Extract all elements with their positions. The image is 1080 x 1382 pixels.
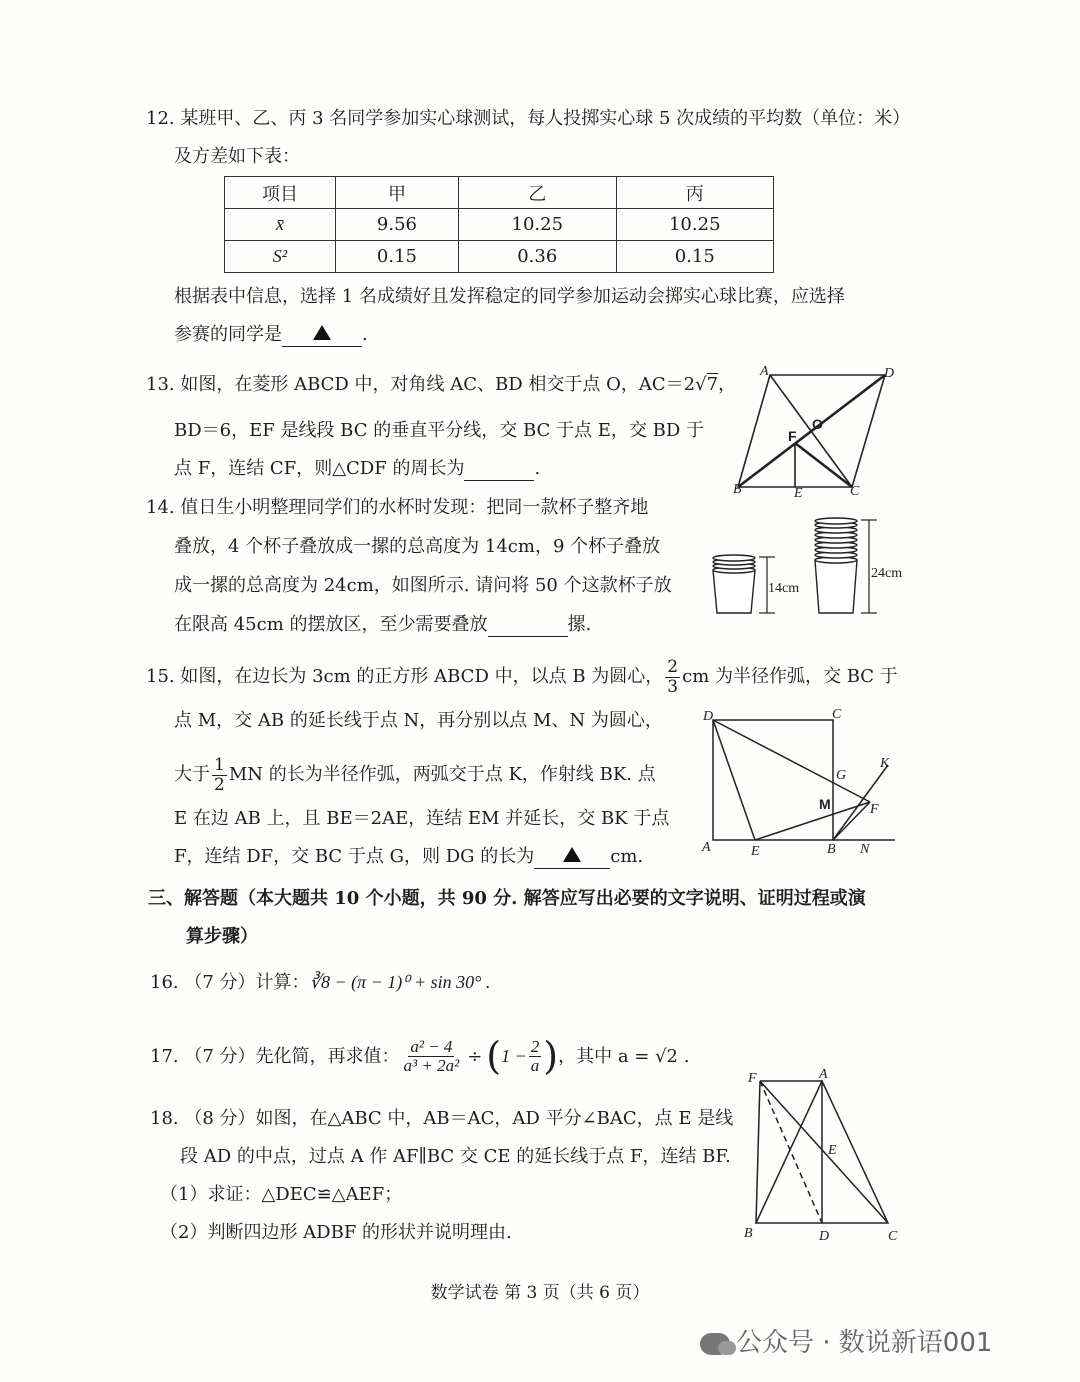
label-d: D <box>703 709 714 724</box>
segment-ef <box>755 802 870 840</box>
section-title-cont: 算步骤） <box>186 926 258 947</box>
cup-rim <box>713 555 755 561</box>
answer-blank <box>464 458 534 481</box>
table-row <box>225 209 774 241</box>
label-g: G <box>836 768 847 783</box>
label-b: B <box>744 1226 753 1241</box>
q14-line4-text: 在限高 45cm 的摆放区，至少需要叠放 <box>174 614 488 635</box>
q13-line1-end: ， <box>718 374 737 395</box>
segment-df <box>713 720 870 802</box>
table-header-row <box>225 177 774 209</box>
q13-line1 <box>146 374 736 396</box>
square-figure <box>700 705 905 860</box>
answer-blank <box>534 846 610 869</box>
table-cell: 0.15 <box>616 241 774 273</box>
q13-line3-end: . <box>534 458 541 479</box>
q18-line1: 18. （8 分）如图，在△ABC 中，AB＝AC，AD 平分∠BAC，点 E 是线 <box>150 1108 734 1129</box>
q12-line4-end: . <box>362 324 368 345</box>
watermark-text: 公众号 · 数说新语001 <box>736 1328 993 1358</box>
q15-line5 <box>174 846 643 869</box>
frac-den: 2 <box>214 774 225 795</box>
label-e: E <box>828 1143 837 1158</box>
label-k: K <box>880 756 890 771</box>
table-cell: 0.15 <box>335 241 458 273</box>
frac-num: a² − 4 <box>410 1036 453 1056</box>
q17-op: ÷ <box>467 1046 483 1067</box>
label-f: F <box>870 802 879 817</box>
q12-line3: 根据表中信息，选择 1 名成绩好且发挥稳定的同学参加运动会掷实心球比赛，应选择 <box>174 286 845 307</box>
q17-prefix: 17. （7 分）先化简，再求值： <box>150 1046 400 1067</box>
page-footer: 数学试卷 第 3 页（共 6 页） <box>430 1283 650 1303</box>
triangle-icon <box>563 847 581 862</box>
q15-line3 <box>174 756 656 794</box>
q17-inner-fraction <box>529 1038 542 1076</box>
q15-line3-end: MN 的长为半径作弧，两弧交于点 K，作射线 BK. 点 <box>228 764 656 786</box>
label-b: B <box>733 482 742 497</box>
q12-line2: 及方差如下表： <box>174 146 300 167</box>
paren-right-icon: ) <box>543 1034 559 1078</box>
table-cell: 9.56 <box>335 209 458 241</box>
triangle-figure <box>742 1068 907 1248</box>
square-abcd <box>713 720 833 840</box>
q15-line3-text: 大于 <box>174 764 210 786</box>
cup-icon <box>713 570 755 613</box>
rhombus-figure <box>730 365 910 500</box>
label-e: E <box>751 844 760 859</box>
q14-line3: 成一摞的总高度为 24cm，如图所示. 请问将 50 个这款杯子放 <box>174 575 672 596</box>
q13-line3 <box>174 458 540 481</box>
segment-fc <box>760 1081 888 1223</box>
q14-line4 <box>174 614 591 637</box>
table-header-cell: 项目 <box>225 177 336 209</box>
q13-line3-text: 点 F，连结 CF，则△CDF 的周长为 <box>174 458 465 479</box>
cups-figure <box>705 515 915 620</box>
segment-cf <box>795 443 852 487</box>
cup-rim <box>815 518 857 524</box>
watermark <box>700 1322 992 1359</box>
q13-sqrt-value: 7 <box>706 374 719 395</box>
q12-line1: 12. 某班甲、乙、丙 3 名同学参加实心球测试，每人投掷实心球 5 次成绩的平均数（单位：米） <box>146 108 911 129</box>
table-cell: 10.25 <box>459 209 616 241</box>
label-a: A <box>760 364 769 379</box>
q18-line3: （1）求证：△DEC≌△AEF； <box>160 1184 403 1205</box>
table-header-cell: 乙 <box>459 177 616 209</box>
q12-line4-text: 参赛的同学是 <box>174 324 282 345</box>
table-row <box>225 241 774 273</box>
fraction-two-thirds <box>665 658 680 696</box>
q17-suffix: ，其中 a = √2 . <box>558 1046 690 1067</box>
q15-line1-text: 15. 如图，在边长为 3cm 的正方形 ABCD 中，以点 B 为圆心， <box>146 666 664 688</box>
q16 <box>150 972 490 994</box>
table-row-label: S² <box>225 241 336 273</box>
q14-line1: 14. 值日生小明整理同学们的水杯时发现：把同一款杯子整齐地 <box>146 497 649 518</box>
label-24cm: 24cm <box>871 566 903 581</box>
q13-line1-text: 13. 如图，在菱形 ABCD 中，对角线 AC、BD 相交于点 O，AC＝2 <box>146 374 696 395</box>
q12-line4 <box>174 324 368 347</box>
label-a: A <box>819 1067 828 1082</box>
segment-fb <box>756 1081 760 1223</box>
label-c: C <box>850 484 860 499</box>
q14-line4-end: 摞. <box>567 614 592 635</box>
label-o: O <box>812 416 823 432</box>
q17-fraction <box>402 1038 462 1076</box>
label-e: E <box>794 486 803 501</box>
paren-left-icon: ( <box>486 1034 502 1078</box>
frac-num: 1 <box>214 755 225 775</box>
label-f: F <box>788 428 797 444</box>
q15-line2: 点 M，交 AB 的延长线于点 N，再分别以点 M、N 为圆心， <box>174 710 663 731</box>
wechat-icon <box>700 1333 730 1355</box>
label-m: M <box>819 796 831 812</box>
q15-line5-end: cm. <box>610 846 644 867</box>
label-c: C <box>832 707 842 722</box>
score-table <box>224 176 774 273</box>
q15-line4: E 在边 AB 上，且 BE＝2AE，连结 EM 并延长，交 BK 于点 <box>174 808 670 829</box>
q15-line1 <box>146 658 898 696</box>
label-c: C <box>888 1229 898 1244</box>
label-a: A <box>702 840 711 855</box>
label-n: N <box>860 842 870 857</box>
q18-line4: （2）判断四边形 ADBF 的形状并说明理由. <box>160 1222 512 1243</box>
q18-line2: 段 AD 的中点，过点 A 作 AF∥BC 交 CE 的延长线于点 F，连结 BF. <box>180 1146 731 1167</box>
cup-icon <box>815 560 857 613</box>
q16-prefix: 16. （7 分）计算： <box>150 972 310 993</box>
q16-expr: ∛8 − (π − 1)⁰ + sin 30° . <box>309 972 491 992</box>
label-d: D <box>819 1229 830 1244</box>
triangle-icon <box>313 325 331 340</box>
label-d: D <box>884 366 895 381</box>
frac-den: a <box>530 1056 540 1076</box>
fraction-half <box>212 756 227 794</box>
frac-den: 3 <box>667 676 679 697</box>
q15-line1-end: cm 为半径作弧，交 BC 于 <box>682 666 898 688</box>
label-b: B <box>827 842 836 857</box>
table-cell: 10.25 <box>616 209 774 241</box>
label-14cm: 14cm <box>768 581 800 596</box>
answer-blank <box>282 324 362 347</box>
answer-blank <box>488 614 568 637</box>
table-header-cell: 甲 <box>335 177 458 209</box>
q17-paren-text: 1 − <box>501 1046 527 1066</box>
frac-num: 2 <box>530 1036 540 1056</box>
label-f: F <box>748 1071 757 1086</box>
section-title: 三、解答题（本大题共 10 个小题，共 90 分. 解答应写出必要的文字说明、证明过程或演 <box>148 888 866 909</box>
frac-num: 2 <box>667 657 679 677</box>
q15-line5-text: F，连结 DF，交 BC 于点 G，则 DG 的长为 <box>174 846 535 867</box>
table-cell: 0.36 <box>459 241 616 273</box>
q14-line2: 叠放，4 个杯子叠放成一摞的总高度为 14cm，9 个杯子叠放 <box>174 536 661 557</box>
table-header-cell: 丙 <box>616 177 774 209</box>
frac-den: a³ + 2a² <box>403 1056 460 1076</box>
table-row-label: x̄ <box>225 209 336 241</box>
q17 <box>150 1034 689 1080</box>
sqrt-icon: √ <box>695 374 707 395</box>
q13-line2: BD＝6，EF 是线段 BC 的垂直平分线，交 BC 于点 E，交 BD 于 <box>174 420 704 441</box>
